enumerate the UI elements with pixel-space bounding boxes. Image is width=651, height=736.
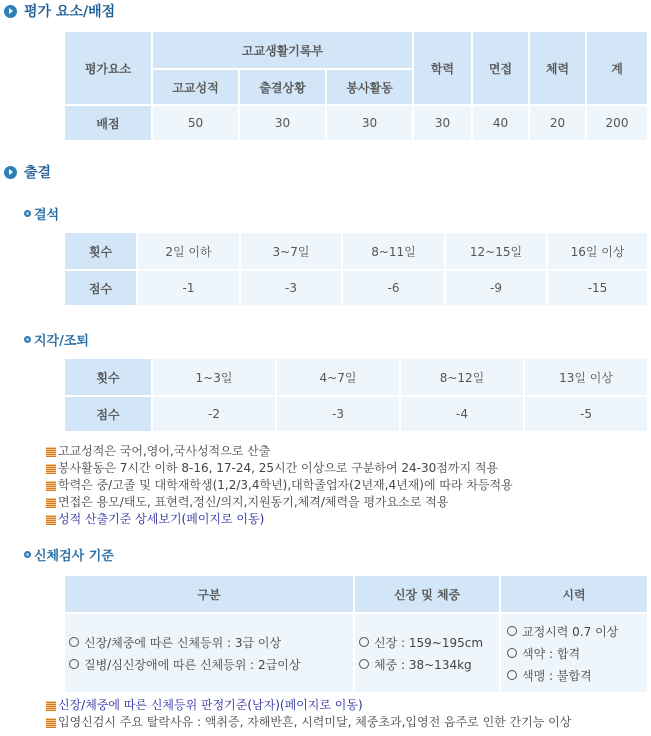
note-bullet-icon <box>46 701 56 711</box>
section-title: 평가 요소/배점 <box>24 4 116 20</box>
physical-exam-notes <box>46 697 571 731</box>
note-text: 봉사활동은 7시간 이하 8-16, 17-24, 25시간 이상으로 구분하여 24-30점까지 적용 <box>58 461 499 475</box>
sub-header-cell: 고교성적 <box>152 69 239 105</box>
vision-cell <box>500 613 648 693</box>
criteria-item <box>507 620 647 642</box>
score-cell: 30 <box>239 105 326 141</box>
tardy-table <box>63 357 649 433</box>
criteria-item <box>507 664 647 686</box>
score-cell: -15 <box>547 270 648 306</box>
sub-header-cell: 봉사활동 <box>326 69 413 105</box>
circle-bullet-icon <box>69 637 79 647</box>
section-bullet-icon <box>4 5 17 18</box>
note-item <box>46 460 513 477</box>
body-cell <box>354 613 500 693</box>
note-text: 면접은 용모/태도, 표현력,정신/의지,지원동기,체격/체력을 평가요소로 적용 <box>58 495 449 509</box>
sub-bullet-icon <box>24 210 31 217</box>
evaluation-table <box>63 30 649 142</box>
count-cell: 13일 이상 <box>524 358 648 396</box>
score-cell: -2 <box>152 396 276 432</box>
group-header-cell: 고교생활기록부 <box>152 31 413 69</box>
score-cell: 50 <box>152 105 239 141</box>
criteria-text: 질병/심신장애에 따른 신체등위 : 2급이상 <box>84 657 301 672</box>
score-cell: -9 <box>445 270 547 306</box>
score-label-cell: 점수 <box>64 396 152 432</box>
criteria-text: 색약 : 합격 <box>522 646 581 661</box>
grade-criteria-link[interactable]: 성적 산출기준 상세보기(페이지로 이동) <box>58 512 265 526</box>
score-cell: -1 <box>137 270 240 306</box>
header-cell: 시력 <box>500 575 648 613</box>
score-cell: -6 <box>342 270 445 306</box>
header-cell: 면접 <box>472 31 529 105</box>
criteria-text: 신장/체중에 따른 신체등위 : 3급 이상 <box>84 635 282 650</box>
count-cell: 8~12일 <box>400 358 524 396</box>
criteria-item <box>69 653 353 675</box>
body-grade-criteria-link[interactable]: 신장/체중에 따른 신체등위 판정기준(남자)(페이지로 이동) <box>58 698 363 712</box>
score-cell: 40 <box>472 105 529 141</box>
circle-bullet-icon <box>359 659 369 669</box>
sub-bullet-icon <box>24 336 31 343</box>
note-item <box>46 477 513 494</box>
score-cell: 30 <box>326 105 413 141</box>
note-text: 고교성적은 국어,영어,국사성적으로 산출 <box>58 444 271 458</box>
count-cell: 3~7일 <box>240 232 342 270</box>
note-item <box>46 697 571 714</box>
section-evaluation-heading <box>4 1 115 21</box>
circle-bullet-icon <box>507 670 517 680</box>
criteria-item <box>507 642 647 664</box>
circle-bullet-icon <box>507 626 517 636</box>
circle-bullet-icon <box>69 659 79 669</box>
count-cell: 2일 이하 <box>137 232 240 270</box>
criteria-item <box>69 631 353 653</box>
count-label-cell: 횟수 <box>64 358 152 396</box>
physical-exam-heading <box>24 545 114 563</box>
score-cell: 200 <box>586 105 648 141</box>
circle-bullet-icon <box>359 637 369 647</box>
header-cell: 학력 <box>413 31 472 105</box>
score-cell: -5 <box>524 396 648 432</box>
circle-bullet-icon <box>507 648 517 658</box>
section-title: 출결 <box>24 165 52 181</box>
score-label-cell: 배점 <box>64 105 152 141</box>
sub-bullet-icon <box>24 551 31 558</box>
count-label-cell: 횟수 <box>64 232 137 270</box>
note-bullet-icon <box>46 447 56 457</box>
absence-table <box>63 231 649 307</box>
score-cell: -3 <box>240 270 342 306</box>
tardy-heading <box>24 330 89 348</box>
section-attendance-heading <box>4 162 51 182</box>
score-cell: -4 <box>400 396 524 432</box>
score-cell: -3 <box>276 396 400 432</box>
category-cell <box>64 613 354 693</box>
absence-heading <box>24 204 59 222</box>
score-cell: 30 <box>413 105 472 141</box>
count-cell: 12~15일 <box>445 232 547 270</box>
section-bullet-icon <box>4 166 17 179</box>
note-text: 입영신검시 주요 탈락사유 : 액취증, 자해반흔, 시력미달, 체중초과,입영전 음주로 인한 간기능 이상 <box>58 715 572 729</box>
score-cell: 20 <box>529 105 586 141</box>
sub-header-cell: 출결상황 <box>239 69 326 105</box>
note-text: 학력은 중/고졸 및 대학재학생(1,2/3,4학년),대학졸업자(2년재,4년재)에 따라 차등적용 <box>58 478 513 492</box>
note-item <box>46 443 513 460</box>
note-item <box>46 494 513 511</box>
criteria-item <box>359 631 499 653</box>
physical-exam-table <box>63 574 649 694</box>
attendance-notes <box>46 443 513 528</box>
criteria-item <box>359 653 499 675</box>
count-cell: 1~3일 <box>152 358 276 396</box>
count-cell: 4~7일 <box>276 358 400 396</box>
score-label-cell: 점수 <box>64 270 137 306</box>
note-bullet-icon <box>46 718 56 728</box>
header-cell: 계 <box>586 31 648 105</box>
count-cell: 8~11일 <box>342 232 445 270</box>
note-bullet-icon <box>46 464 56 474</box>
row-header-cell: 평가요소 <box>64 31 152 105</box>
header-cell: 체력 <box>529 31 586 105</box>
note-bullet-icon <box>46 515 56 525</box>
criteria-text: 교정시력 0.7 이상 <box>522 624 619 639</box>
note-item <box>46 714 571 731</box>
count-cell: 16일 이상 <box>547 232 648 270</box>
header-cell: 구분 <box>64 575 354 613</box>
criteria-text: 색맹 : 불합격 <box>522 668 592 683</box>
note-item <box>46 511 513 528</box>
header-cell: 신장 및 체중 <box>354 575 500 613</box>
criteria-text: 신장 : 159~195cm <box>374 635 484 650</box>
criteria-text: 체중 : 38~134kg <box>374 657 472 672</box>
note-bullet-icon <box>46 481 56 491</box>
subsection-title: 신체검사 기준 <box>34 548 114 564</box>
note-bullet-icon <box>46 498 56 508</box>
subsection-title: 결석 <box>34 207 60 223</box>
subsection-title: 지각/조퇴 <box>34 333 89 349</box>
